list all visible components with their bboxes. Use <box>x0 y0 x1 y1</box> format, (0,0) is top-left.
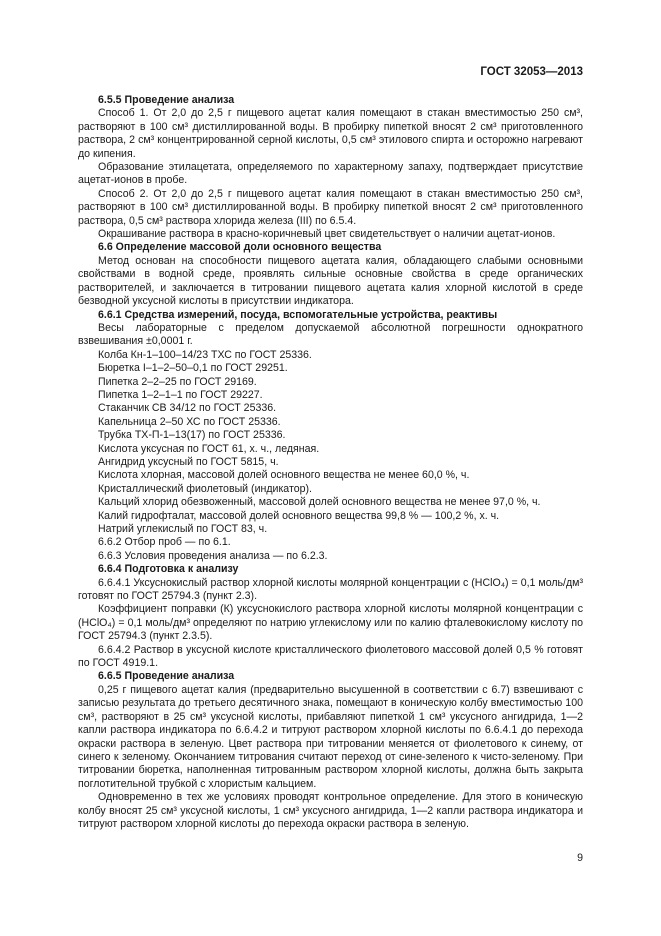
section-heading: 6.5.5 Проведение анализа <box>98 94 235 106</box>
paragraph: Образование этилацетата, определяемого по характерному запаху, подтверждает присутствие ацетат-ионов в пробе. <box>78 161 583 187</box>
paragraph: Способ 2. От 2,0 до 2,5 г пищевого ацетат калия помещают в стакан вместимостью 250 см³, растворяют в 100 см³ дистиллированной воды. В пробирку пипеткой вносят 2 см³ приготовленного раствора, 0,5 см³ раствора хлорида железа (III) по 6.5.4. <box>78 187 583 227</box>
paragraph: Способ 1. От 2,0 до 2,5 г пищевого ацетат калия помещают в стакан вместимостью 250 см³, растворяют в 100 см³ дистиллированной воды. В пробирку пипеткой вносят 2 см³ приготовленного раствора, 2 см³ концентрированной серной кислоты, 0,5 см³ этилового спирта и осторожно нагревают до кипения. <box>78 107 583 160</box>
document-body <box>78 94 583 831</box>
paragraph: Коэффициент поправки (К) уксуснокислого раствора хлорной кислоты молярной концентрации c (HClO₄) = 0,1 моль/дм³ определяют по натрию углекислому или по калию фталевокислому кислоту по ГОСТ 25794.3 (пункт 2.3.5). <box>78 603 583 643</box>
paragraph: 6.6.4.2 Раствор в уксусной кислоте кристаллического фиолетового массовой долей 0,5 % готовят по ГОСТ 4919.1. <box>78 643 583 670</box>
list-item: Кальций хлорид обезвоженный, массовой долей основного вещества не менее 97,0 %, ч. <box>98 496 541 509</box>
list-item: Кристаллический фиолетовый (индикатор). <box>98 482 312 495</box>
list-item: Кислота уксусная по ГОСТ 61, х. ч., ледяная. <box>98 442 320 455</box>
list-item: 6.6.2 Отбор проб — по 6.1. <box>98 536 231 549</box>
document-header: ГОСТ 32053—2013 <box>480 66 583 78</box>
list-item: Ангидрид уксусный по ГОСТ 5815, ч. <box>98 455 279 468</box>
list-item: Пипетка 2–2–25 по ГОСТ 29169. <box>98 375 257 388</box>
paragraph: 0,25 г пищевого ацетат калия (предварительно высушенной в соответствии с 6.7) взвешивают с записью результата до третьего десятичного знака, помещают в коническую колбу вместимостью 100 см³, растворяют в 25 см³ уксусной кислоты, прибавляют пипеткой 1 см³ уксусного ангидрида, 1—2 капли раствора индикатора по 6.6.4.2 и титруют раствором хлорной кислоты по 6.6.4.1 до перехода окраски раствора в зеленую. Цвет раствора при титровании меняется от фиолетового к синему, от синего к зеленому. Окончанием титрования считают переход от сине-зеленого к чисто-зеленому. При титровании бюретка, наполненная титрованным раствором хлорной кислоты, должна быть закрыта поглотительной трубкой с хлористым кальцием. <box>78 683 583 790</box>
paragraph: Одновременно в тех же условиях проводят контрольное определение. Для этого в коническую колбу вносят 25 см³ уксусной кислоты, 1 см³ уксусного ангидрида, 1—2 капли раствора индикатора и титруют раствором хлорной кислоты до перехода окраски раствора в зеленую. <box>78 791 583 830</box>
list-item: Трубка ТХ-П-1–13(17) по ГОСТ 25336. <box>98 429 286 442</box>
list-item: Пипетка 1–2–1–1 по ГОСТ 29227. <box>98 388 263 401</box>
paragraph: 6.6.4.1 Уксуснокислый раствор хлорной кислоты молярной концентрации c (HClO₄) = 0,1 моль/дм³ готовят по ГОСТ 25794.3 (пункт 2.3). <box>78 576 583 603</box>
paragraph: Метод основан на способности пищевого ацетата калия, обладающего слабыми основными свойствами в водной среде, проявлять сильные основные свойства в среде органических растворителей, и заключается в титровании пищевого ацетата калия хлорной кислотой в среде безводной уксусной кислоты в присутствии индикатора. <box>78 254 583 308</box>
list-item: Бюретка I–1–2–50–0,1 по ГОСТ 29251. <box>98 362 288 375</box>
list-item: 6.6.3 Условия проведения анализа — по 6.2.3. <box>98 549 328 562</box>
list-item: Кислота хлорная, массовой долей основного вещества не менее 60,0 %, ч. <box>98 469 470 482</box>
list-item: Натрий углекислый по ГОСТ 83, ч. <box>98 523 268 535</box>
list-item: Колба Кн-1–100–14/23 ТХС по ГОСТ 25336. <box>98 348 312 361</box>
list-item: Стаканчик СВ 34/12 по ГОСТ 25336. <box>98 402 277 415</box>
section-heading: 6.6.5 Проведение анализа <box>98 670 235 683</box>
page-number: 9 <box>577 852 583 864</box>
section-heading: 6.6.1 Средства измерений, посуда, вспомогательные устройства, реактивы <box>98 308 498 321</box>
section-heading: 6.6 Определение массовой доли основного вещества <box>98 241 382 254</box>
section-heading: 6.6.4 Подготовка к анализу <box>98 563 239 576</box>
paragraph: Весы лабораторные с пределом допускаемой абсолютной погрешности однократного взвешивания ±0,0001 г. <box>78 321 583 348</box>
list-item: Калий гидрофталат, массовой долей основного вещества 99,8 % — 100,2 %, х. ч. <box>98 509 500 522</box>
list-item: Капельница 2–50 ХС по ГОСТ 25336. <box>98 415 281 428</box>
paragraph: Окрашивание раствора в красно-коричневый цвет свидетельствует о наличии ацетат-ионов. <box>98 228 556 241</box>
